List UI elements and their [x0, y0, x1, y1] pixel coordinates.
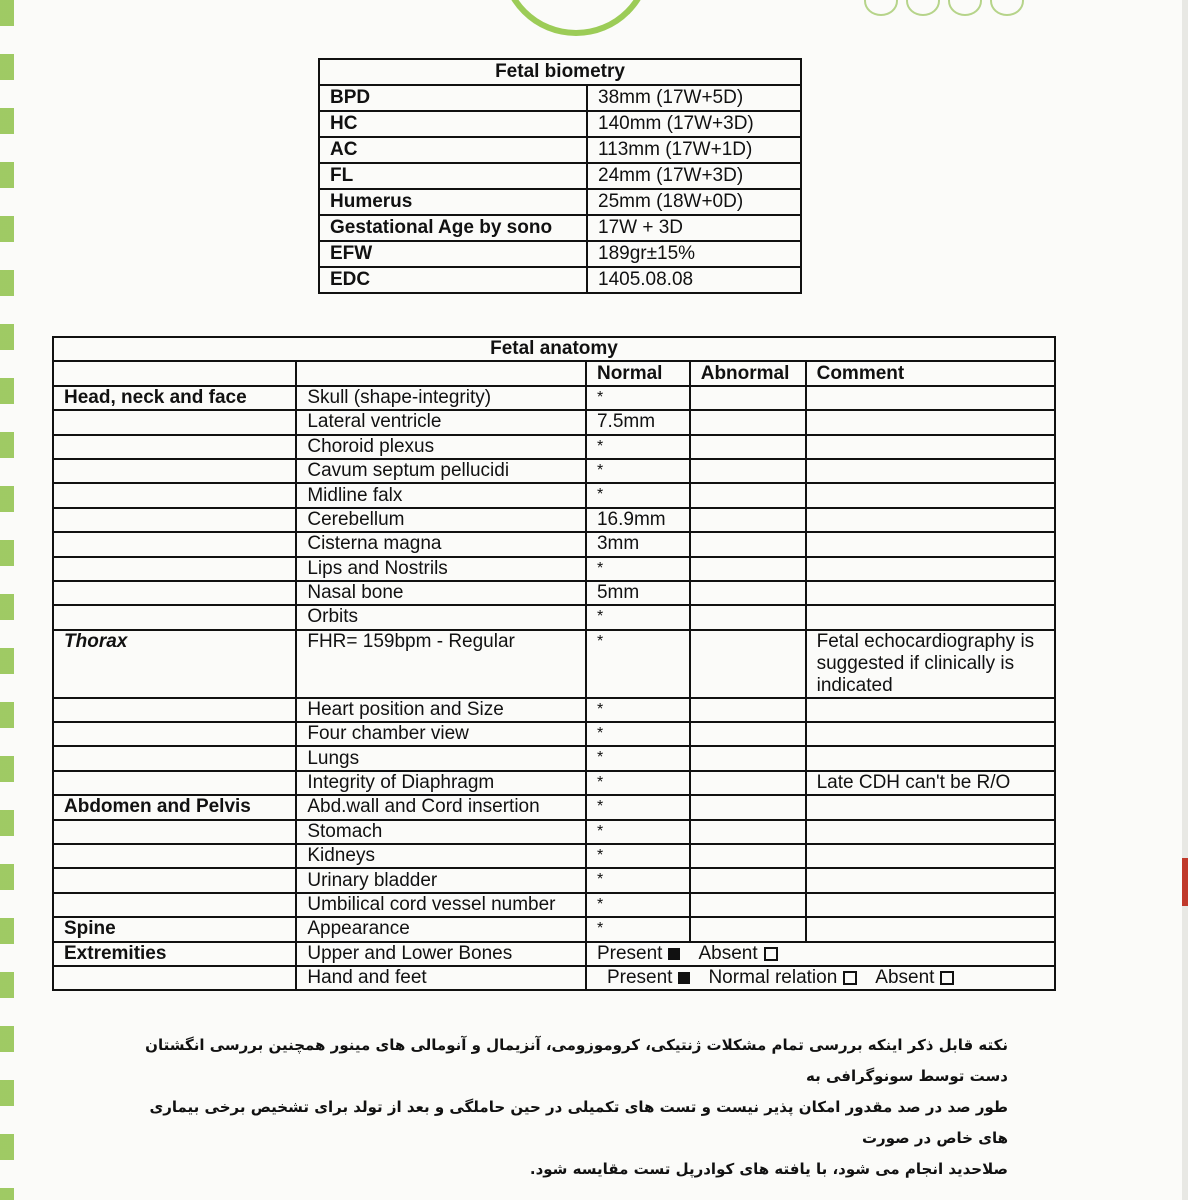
anatomy-section: [53, 483, 296, 507]
anatomy-section: Thorax: [53, 630, 296, 698]
anatomy-abnormal: [690, 459, 806, 483]
anatomy-item: Kidneys: [296, 844, 586, 868]
anatomy-abnormal: [690, 508, 806, 532]
anatomy-abnormal: [690, 532, 806, 556]
anatomy-abnormal: [690, 435, 806, 459]
anatomy-abnormal: [690, 893, 806, 917]
persian-disclaimer-note: [120, 1030, 1008, 1185]
anatomy-item: Heart position and Size: [296, 698, 586, 722]
anatomy-normal: *: [586, 435, 690, 459]
fetal-anatomy-table: [52, 336, 1056, 991]
anatomy-item: FHR= 159bpm - Regular: [296, 630, 586, 698]
biometry-label: EFW: [319, 241, 587, 267]
anatomy-normal: *: [586, 386, 690, 410]
anatomy-row: [53, 605, 1055, 629]
biometry-value: 1405.08.08: [587, 267, 801, 293]
anatomy-comment: [806, 605, 1055, 629]
anatomy-comment: [806, 557, 1055, 581]
anatomy-row: [53, 795, 1055, 819]
anatomy-abnormal: [690, 771, 806, 795]
anatomy-section: [53, 581, 296, 605]
anatomy-row: [53, 722, 1055, 746]
present-option: [597, 943, 680, 965]
anatomy-normal: 5mm: [586, 581, 690, 605]
anatomy-item: Cerebellum: [296, 508, 586, 532]
anatomy-section: [53, 771, 296, 795]
biometry-value: 17W + 3D: [587, 215, 801, 241]
biometry-row: [319, 241, 801, 267]
biometry-row: [319, 137, 801, 163]
biometry-label: HC: [319, 111, 587, 137]
anatomy-item: Urinary bladder: [296, 868, 586, 892]
anatomy-row: [53, 532, 1055, 556]
biometry-row: [319, 215, 801, 241]
anatomy-row: [53, 893, 1055, 917]
column-header-abnormal: Abnormal: [690, 361, 806, 385]
anatomy-comment: [806, 698, 1055, 722]
anatomy-item: Lateral ventricle: [296, 410, 586, 434]
biometry-value: 189gr±15%: [587, 241, 801, 267]
anatomy-comment: [806, 532, 1055, 556]
anatomy-row: [53, 410, 1055, 434]
anatomy-comment: [806, 868, 1055, 892]
anatomy-section: [53, 698, 296, 722]
anatomy-comment: [806, 410, 1055, 434]
anatomy-normal: *: [586, 893, 690, 917]
anatomy-section: Abdomen and Pelvis: [53, 795, 296, 819]
badge-icon: [948, 0, 982, 16]
unchecked-box-icon: [940, 971, 954, 985]
anatomy-item: Upper and Lower Bones: [296, 942, 586, 966]
anatomy-normal: *: [586, 459, 690, 483]
hands-options: [586, 966, 1055, 990]
anatomy-comment: [806, 893, 1055, 917]
anatomy-item: Four chamber view: [296, 722, 586, 746]
header-blank: [296, 361, 586, 385]
anatomy-normal: *: [586, 605, 690, 629]
anatomy-title: Fetal anatomy: [53, 337, 1055, 361]
anatomy-comment: Fetal echocardiography is suggested if clinically is indicated: [806, 630, 1055, 698]
anatomy-row: [53, 557, 1055, 581]
anatomy-normal: *: [586, 820, 690, 844]
anatomy-row: [53, 386, 1055, 410]
logo-arc: [500, 0, 652, 36]
badge-icon: [990, 0, 1024, 16]
anatomy-row: [53, 820, 1055, 844]
biometry-value: 24mm (17W+3D): [587, 163, 801, 189]
anatomy-section: [53, 820, 296, 844]
anatomy-row: [53, 917, 1055, 941]
anatomy-row: [53, 868, 1055, 892]
absent-option: [875, 967, 954, 989]
anatomy-normal: 7.5mm: [586, 410, 690, 434]
anatomy-section: Head, neck and face: [53, 386, 296, 410]
anatomy-abnormal: [690, 722, 806, 746]
anatomy-abnormal: [690, 698, 806, 722]
right-red-mark: [1182, 858, 1188, 906]
biometry-label: EDC: [319, 267, 587, 293]
anatomy-abnormal: [690, 844, 806, 868]
anatomy-abnormal: [690, 483, 806, 507]
anatomy-normal: *: [586, 917, 690, 941]
anatomy-comment: [806, 459, 1055, 483]
anatomy-section: [53, 722, 296, 746]
normal-relation-option: [708, 967, 857, 989]
anatomy-item: Stomach: [296, 820, 586, 844]
extremities-row: [53, 966, 1055, 990]
biometry-value: 140mm (17W+3D): [587, 111, 801, 137]
anatomy-row: [53, 746, 1055, 770]
biometry-value: 25mm (18W+0D): [587, 189, 801, 215]
anatomy-normal: 3mm: [586, 532, 690, 556]
anatomy-comment: [806, 722, 1055, 746]
anatomy-normal: *: [586, 868, 690, 892]
anatomy-abnormal: [690, 410, 806, 434]
anatomy-item: Cisterna magna: [296, 532, 586, 556]
badge-icon: [864, 0, 898, 16]
anatomy-abnormal: [690, 557, 806, 581]
anatomy-row: [53, 581, 1055, 605]
anatomy-section: [53, 410, 296, 434]
anatomy-abnormal: [690, 746, 806, 770]
biometry-label: Gestational Age by sono: [319, 215, 587, 241]
biometry-label: BPD: [319, 85, 587, 111]
anatomy-abnormal: [690, 868, 806, 892]
anatomy-normal: *: [586, 722, 690, 746]
anatomy-abnormal: [690, 386, 806, 410]
anatomy-section: [53, 435, 296, 459]
anatomy-item: Choroid plexus: [296, 435, 586, 459]
right-page-edge: [1182, 0, 1188, 1200]
anatomy-normal: *: [586, 483, 690, 507]
biometry-row: [319, 111, 801, 137]
anatomy-row: [53, 508, 1055, 532]
anatomy-section: [53, 893, 296, 917]
anatomy-row: [53, 459, 1055, 483]
anatomy-normal: 16.9mm: [586, 508, 690, 532]
anatomy-normal: *: [586, 746, 690, 770]
present-option: [607, 967, 690, 989]
bones-options: [586, 942, 1055, 966]
anatomy-item: Nasal bone: [296, 581, 586, 605]
anatomy-normal: *: [586, 795, 690, 819]
checked-box-icon: [678, 972, 690, 984]
anatomy-comment: [806, 386, 1055, 410]
biometry-label: FL: [319, 163, 587, 189]
unchecked-box-icon: [843, 971, 857, 985]
anatomy-comment: [806, 483, 1055, 507]
anatomy-comment: [806, 508, 1055, 532]
anatomy-abnormal: [690, 795, 806, 819]
anatomy-normal: *: [586, 630, 690, 698]
certification-badges: [864, 0, 1024, 16]
present-label: Present: [606, 967, 673, 989]
anatomy-item: Lungs: [296, 746, 586, 770]
biometry-value: 38mm (17W+5D): [587, 85, 801, 111]
anatomy-item: Midline falx: [296, 483, 586, 507]
anatomy-item: Hand and feet: [296, 966, 586, 990]
note-line: صلاحدید انجام می شود، با یافته های کوادرپل تست مقایسه شود.: [529, 1160, 1008, 1178]
anatomy-item: Umbilical cord vessel number: [296, 893, 586, 917]
anatomy-section: [53, 966, 296, 990]
normal-relation-label: Normal relation: [708, 967, 838, 989]
header-blank: [53, 361, 296, 385]
anatomy-item: Integrity of Diaphragm: [296, 771, 586, 795]
anatomy-comment: [806, 917, 1055, 941]
anatomy-section: [53, 557, 296, 581]
biometry-value: 113mm (17W+1D): [587, 137, 801, 163]
anatomy-item: Orbits: [296, 605, 586, 629]
anatomy-normal: *: [586, 771, 690, 795]
anatomy-item: Appearance: [296, 917, 586, 941]
fetal-biometry-table: [318, 58, 802, 294]
anatomy-section: [53, 459, 296, 483]
anatomy-row: [53, 483, 1055, 507]
note-line: طور صد در صد مقدور امکان پذیر نیست و تست های تکمیلی در حین حاملگی و بعد از تولد برای تشخیص برخی بیماری های خاص در صورت: [149, 1098, 1008, 1147]
anatomy-comment: [806, 581, 1055, 605]
anatomy-item: Skull (shape-integrity): [296, 386, 586, 410]
anatomy-normal: *: [586, 557, 690, 581]
column-header-normal: Normal: [586, 361, 690, 385]
column-header-comment: Comment: [806, 361, 1055, 385]
biometry-row: [319, 267, 801, 293]
anatomy-comment: [806, 795, 1055, 819]
anatomy-item: Lips and Nostrils: [296, 557, 586, 581]
extremities-row: [53, 942, 1055, 966]
anatomy-abnormal: [690, 605, 806, 629]
anatomy-row: [53, 630, 1055, 698]
anatomy-section: [53, 532, 296, 556]
absent-option: [698, 943, 777, 965]
anatomy-comment: Late CDH can't be R/O: [806, 771, 1055, 795]
biometry-label: Humerus: [319, 189, 587, 215]
unchecked-box-icon: [764, 947, 778, 961]
present-label: Present: [596, 942, 663, 964]
anatomy-abnormal: [690, 630, 806, 698]
checked-box-icon: [668, 948, 680, 960]
anatomy-section: [53, 844, 296, 868]
anatomy-section: [53, 868, 296, 892]
anatomy-normal: *: [586, 698, 690, 722]
anatomy-section: Extremities: [53, 942, 296, 966]
anatomy-section: [53, 508, 296, 532]
absent-label: Absent: [698, 942, 758, 964]
anatomy-section: [53, 746, 296, 770]
anatomy-row: [53, 771, 1055, 795]
absent-label: Absent: [875, 967, 935, 989]
anatomy-abnormal: [690, 820, 806, 844]
anatomy-comment: [806, 746, 1055, 770]
anatomy-row: [53, 698, 1055, 722]
biometry-title: Fetal biometry: [319, 59, 801, 85]
anatomy-section: [53, 605, 296, 629]
anatomy-comment: [806, 844, 1055, 868]
left-decorative-strip: [0, 0, 14, 1200]
biometry-row: [319, 163, 801, 189]
biometry-row: [319, 189, 801, 215]
anatomy-row: [53, 435, 1055, 459]
anatomy-abnormal: [690, 581, 806, 605]
anatomy-item: Abd.wall and Cord insertion: [296, 795, 586, 819]
biometry-label: AC: [319, 137, 587, 163]
badge-icon: [906, 0, 940, 16]
anatomy-row: [53, 844, 1055, 868]
anatomy-item: Cavum septum pellucidi: [296, 459, 586, 483]
anatomy-abnormal: [690, 917, 806, 941]
biometry-row: [319, 85, 801, 111]
anatomy-comment: [806, 820, 1055, 844]
anatomy-comment: [806, 435, 1055, 459]
anatomy-section: Spine: [53, 917, 296, 941]
note-line: نکته قابل ذکر اینکه بررسی تمام مشکلات ژنتیکی، کروموزومی، آنزیمال و آنومالی های مینور همچنین بررسی انگشتان دست توسط سونوگرافی به: [145, 1036, 1008, 1085]
anatomy-normal: *: [586, 844, 690, 868]
